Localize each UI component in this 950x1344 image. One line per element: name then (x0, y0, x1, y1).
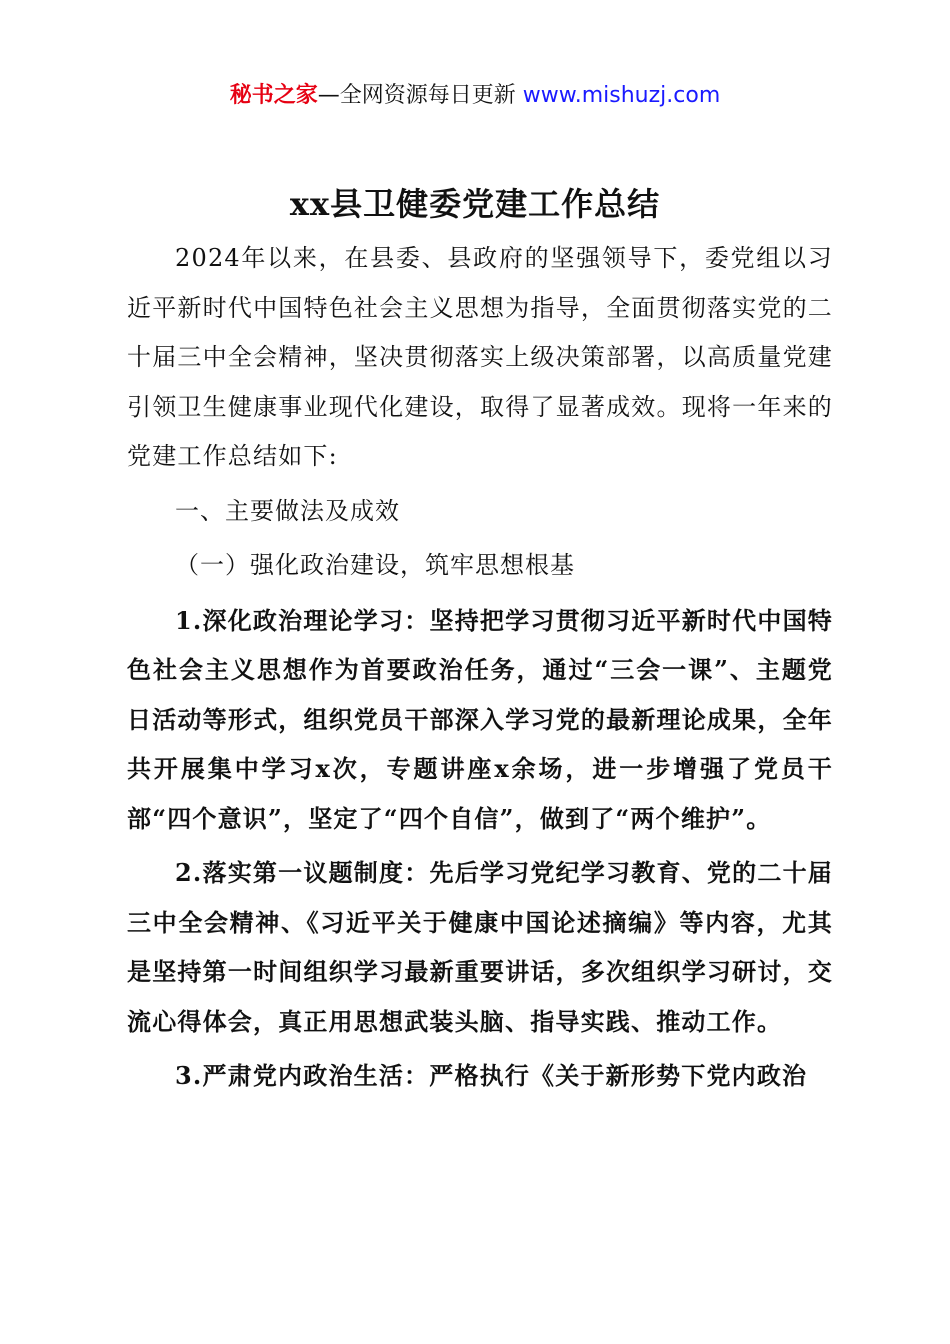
section-heading: 一、主要做法及成效 (175, 496, 400, 525)
item-paragraph-3: 3.严肃党内政治生活：严格执行《关于新形势下党内政治 (175, 1061, 808, 1090)
document-title: xx县卫健委党建工作总结 (289, 185, 661, 223)
document-body (127, 234, 833, 1101)
intro-paragraph: 2024年以来，在县委、县政府的坚强领导下，委党组以习近平新时代中国特色社会主义思想为指导，全面贯彻落实党的二十届三中全会精神，坚决贯彻落实上级决策部署，以高质量党建引领卫生健康事业现代化建设，取得了显著成效。现将一年来的党建工作总结如下: (127, 244, 833, 470)
site-header (0, 80, 950, 112)
item-paragraph-2: 2.落实第一议题制度：先后学习党纪学习教育、党的二十届三中全会精神、《习近平关于健康中国论述摘编》等内容，尤其是坚持第一时间组织学习最新重要讲话，多次组织学习研讨，交流心得体会，真正用思想武装头脑、指导实践、推动工作。 (127, 858, 833, 1036)
subsection-heading: （一）强化政治建设，筑牢思想根基 (175, 551, 575, 579)
header-tagline: —全网资源每日更新 (317, 83, 523, 108)
brand-name: 秘书之家 (229, 83, 318, 108)
item-paragraph-1: 1.深化政治理论学习：坚持把学习贯彻习近平新时代中国特色社会主义思想作为首要政治任务，通过“三会一课”、主题党日活动等形式，组织党员干部深入学习党的最新理论成果，全年共开展集中学习x次，专题讲座x余场，进一步增强了党员干部“四个意识”，坚定了“四个自信”，做到了“两个维护”。 (127, 605, 833, 833)
site-url-link[interactable]: www.mishuzj.com (522, 83, 721, 108)
